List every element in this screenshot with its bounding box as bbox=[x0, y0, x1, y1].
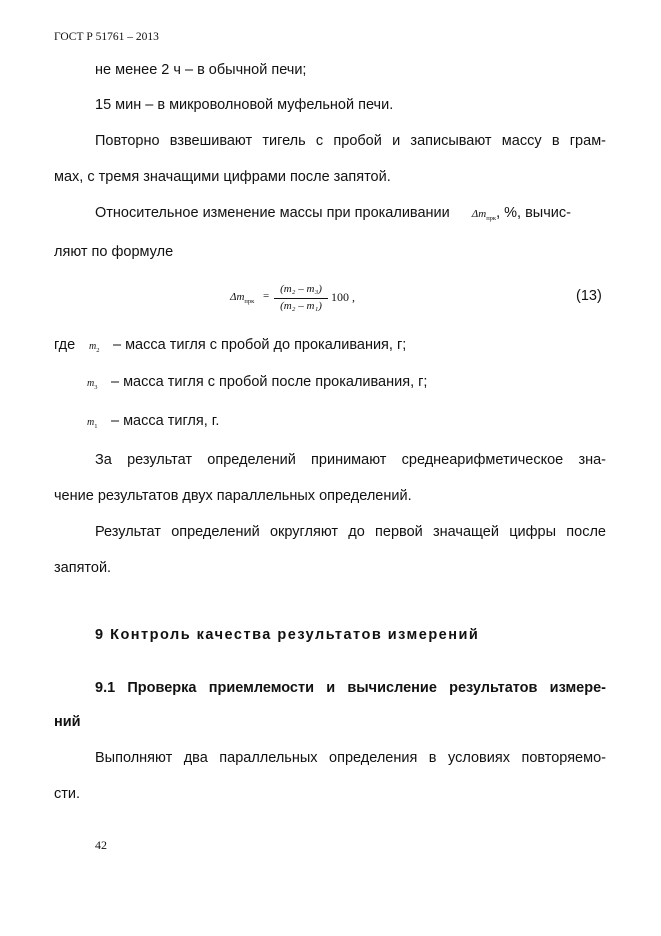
text-line: За результат определений принимают среднеарифметическое зна- bbox=[95, 452, 606, 468]
text-line: Результат определений округляют до первой значащей цифры после bbox=[95, 524, 606, 540]
text-fragment: Относительное изменение массы при прокаливании bbox=[95, 205, 450, 221]
formula-numerator: (m₂ – m₃) bbox=[280, 283, 322, 295]
section-heading: 9 Контроль качества результатов измерений bbox=[95, 627, 480, 643]
text-line: мах, с тремя значащими цифрами после запятой. bbox=[54, 169, 391, 185]
m1-symbol: $m_1$ bbox=[87, 417, 98, 430]
text-line: где bbox=[54, 337, 76, 353]
variable-description: – масса тигля с пробой после прокаливания, г; bbox=[111, 374, 428, 390]
text-line: сти. bbox=[54, 786, 81, 802]
subsection-heading-continuation: ний bbox=[54, 714, 81, 730]
text-line: ляют по формуле bbox=[54, 244, 174, 260]
text-fragment: , %, вычис- bbox=[496, 205, 571, 221]
fraction-bar bbox=[274, 298, 328, 299]
text-line: чение результатов двух параллельных определений. bbox=[54, 488, 412, 504]
text-line: не менее 2 ч – в обычной печи; bbox=[95, 62, 307, 78]
text-line: 15 мин – в микроволновой муфельной печи. bbox=[95, 97, 394, 113]
variable-description: – масса тигля с пробой до прокаливания, г; bbox=[113, 337, 407, 353]
formula-denominator: (m₂ – m₁) bbox=[280, 300, 322, 312]
page-number: 42 bbox=[95, 838, 107, 852]
text-line: запятой. bbox=[54, 560, 112, 576]
formula-equals: = bbox=[263, 290, 270, 302]
formula-lhs: $\Delta m_{прк}$ bbox=[230, 291, 255, 306]
document-header: ГОСТ Р 51761 – 2013 bbox=[54, 31, 159, 43]
variable-description: – масса тигля, г. bbox=[111, 413, 220, 429]
subsection-heading: 9.1 Проверка приемлемости и вычисление результатов измере- bbox=[95, 680, 606, 696]
m3-symbol: $m_3$ bbox=[87, 378, 98, 391]
formula-factor: 100 , bbox=[331, 290, 355, 304]
text-line: Повторно взвешивают тигель с пробой и записывают массу в грам- bbox=[95, 133, 606, 149]
formula-number: (13) bbox=[576, 288, 602, 304]
m2-symbol: $m_2$ bbox=[89, 341, 100, 354]
delta-m-symbol: $\Delta m_{прк}$ bbox=[471, 208, 497, 223]
text-line: Выполняют два параллельных определения в условиях повторяемо- bbox=[95, 750, 606, 766]
text-line-with-symbol bbox=[95, 205, 606, 222]
